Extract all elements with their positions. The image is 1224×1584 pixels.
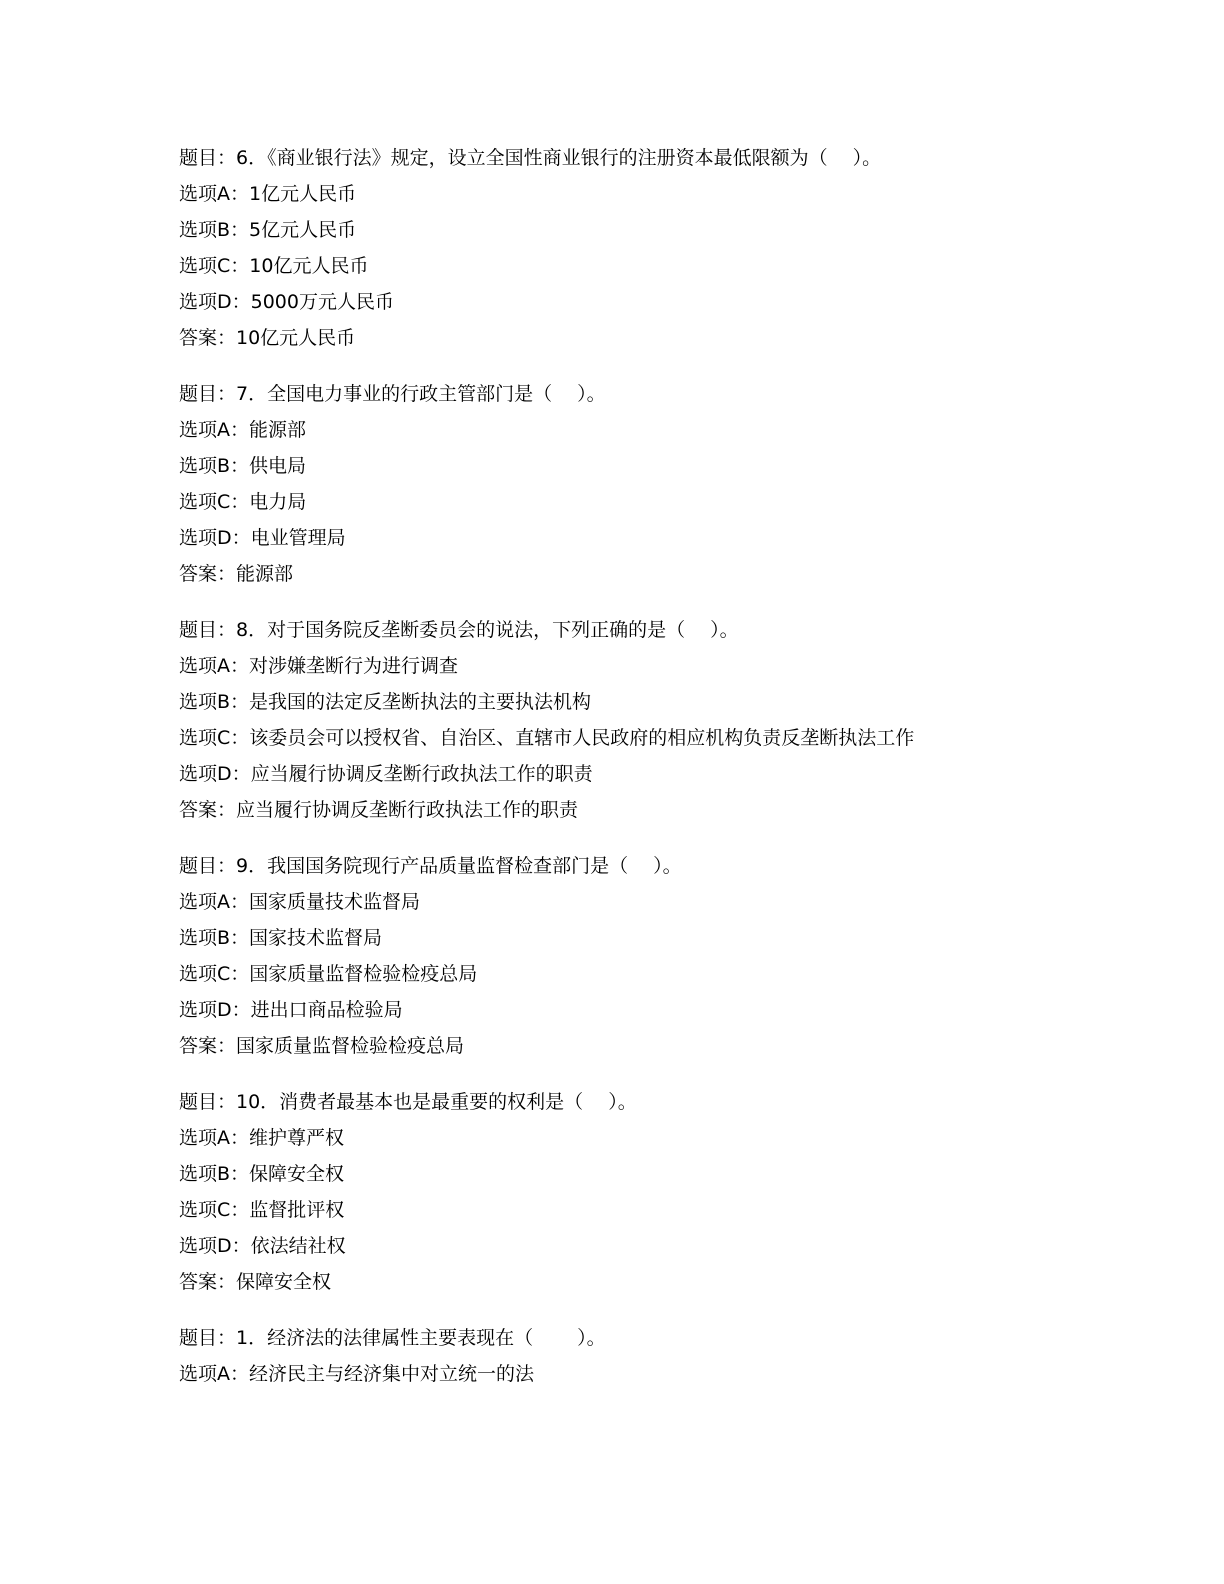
question-title: 题目：9．我国国务院现行产品质量监督检查部门是（ ）。 xyxy=(179,855,682,877)
question-title: 题目：8．对于国务院反垄断委员会的说法，下列正确的是（ ）。 xyxy=(179,619,739,641)
option-a: 选项A：维护尊严权 xyxy=(179,1127,344,1149)
question-10 xyxy=(179,1084,1159,1300)
option-a: 选项A：能源部 xyxy=(179,419,306,441)
question-8 xyxy=(179,612,1159,828)
option-b: 选项B：5亿元人民币 xyxy=(179,219,357,241)
option-a: 选项A：对涉嫌垄断行为进行调查 xyxy=(179,655,458,677)
question-title: 题目：6．《商业银行法》规定，设立全国性商业银行的注册资本最低限额为（ ）。 xyxy=(179,147,882,169)
document-page xyxy=(179,140,1159,1412)
option-a: 选项A：1亿元人民币 xyxy=(179,183,357,205)
option-b: 选项B：国家技术监督局 xyxy=(179,927,383,949)
question-7 xyxy=(179,376,1159,592)
question-1 xyxy=(179,1320,1159,1392)
question-title: 题目：1．经济法的法律属性主要表现在（ ）。 xyxy=(179,1327,606,1349)
option-d: 选项D：应当履行协调反垄断行政执法工作的职责 xyxy=(179,763,593,785)
option-d: 选项D：5000万元人民币 xyxy=(179,291,394,313)
option-d: 选项D：依法结社权 xyxy=(179,1235,346,1257)
question-title: 题目：10．消费者最基本也是最重要的权利是（ ）。 xyxy=(179,1091,637,1113)
option-c: 选项C：10亿元人民币 xyxy=(179,255,369,277)
option-a: 选项A：经济民主与经济集中对立统一的法 xyxy=(179,1363,534,1385)
answer: 答案：保障安全权 xyxy=(179,1271,332,1293)
answer: 答案：应当履行协调反垄断行政执法工作的职责 xyxy=(179,799,579,821)
option-b: 选项B：是我国的法定反垄断执法的主要执法机构 xyxy=(179,691,592,713)
question-title: 题目：7．全国电力事业的行政主管部门是（ ）。 xyxy=(179,383,606,405)
option-c: 选项C：电力局 xyxy=(179,491,307,513)
option-b: 选项B：保障安全权 xyxy=(179,1163,345,1185)
option-d: 选项D：电业管理局 xyxy=(179,527,346,549)
answer: 答案：10亿元人民币 xyxy=(179,327,356,349)
option-a: 选项A：国家质量技术监督局 xyxy=(179,891,420,913)
option-c: 选项C：该委员会可以授权省、自治区、直辖市人民政府的相应机构负责反垄断执法工作 xyxy=(179,727,915,749)
option-d: 选项D：进出口商品检验局 xyxy=(179,999,403,1021)
answer: 答案：能源部 xyxy=(179,563,294,585)
question-6 xyxy=(179,140,1159,356)
option-c: 选项C：国家质量监督检验检疫总局 xyxy=(179,963,478,985)
question-9 xyxy=(179,848,1159,1064)
option-c: 选项C：监督批评权 xyxy=(179,1199,345,1221)
answer: 答案：国家质量监督检验检疫总局 xyxy=(179,1035,465,1057)
option-b: 选项B：供电局 xyxy=(179,455,307,477)
